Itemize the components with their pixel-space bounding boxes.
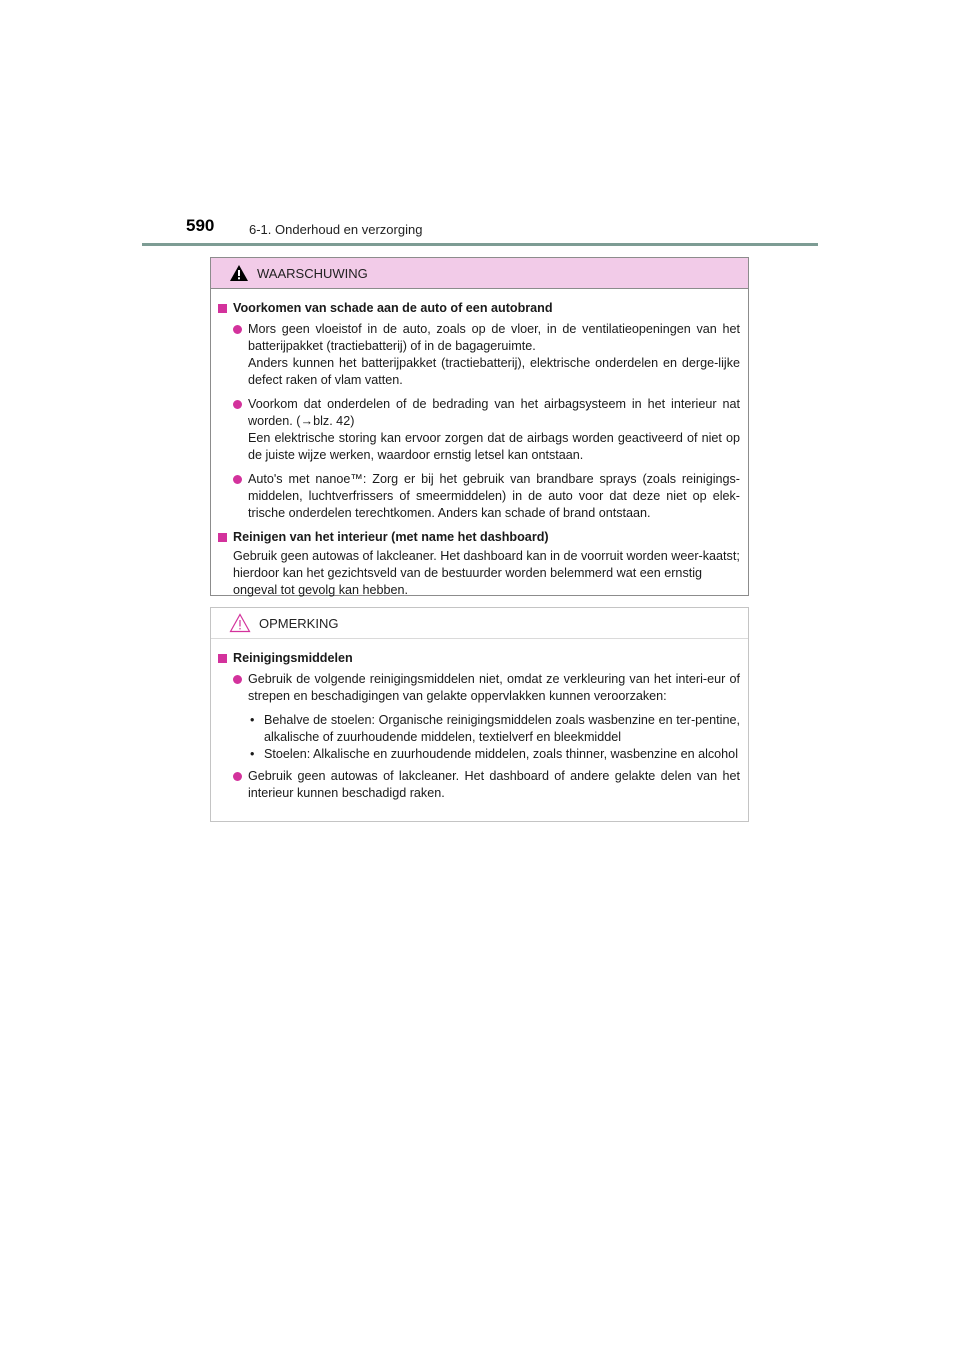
list-item — [217, 321, 740, 389]
sub-item-text: Stoelen: Alkalische en zuurhoudende middelen, zoals thinner, wasbenzine en alcohol — [264, 747, 738, 761]
square-bullet-icon — [218, 533, 227, 542]
round-bullet-icon — [233, 772, 242, 781]
warning-heading-fire — [217, 300, 740, 317]
square-bullet-icon — [218, 654, 227, 663]
heading-text: Reinigen van het interieur (met name het dashboard) — [233, 530, 549, 544]
square-bullet-icon — [218, 304, 227, 313]
bullet-text: Anders kunnen het batterijpakket (tractiebatterij), elektrische onderdelen en derge-lijke defect raken of vlam vatten. — [248, 356, 740, 387]
bullet-text: Mors geen vloeistof in de auto, zoals op de vloer, in de ventilatieopeningen van het batterijpakket (tractiebatterij) of in de bagageruimte. — [248, 322, 740, 353]
list-item — [217, 768, 740, 802]
list-item — [217, 471, 740, 522]
heading-text: Reinigingsmiddelen — [233, 651, 353, 665]
section-title: 6-1. Onderhoud en verzorging — [249, 222, 423, 237]
bullet-text: Gebruik de volgende reinigingsmiddelen niet, omdat ze verkleuring van het interi-eur of strepen en beschadigingen van gelakte oppervlakken kunnen veroorzaken: — [248, 672, 740, 703]
warning-header — [211, 258, 748, 289]
list-item — [217, 671, 740, 705]
warning-triangle-icon — [229, 264, 249, 282]
sub-bullet-mark: • — [250, 747, 255, 761]
warning-title: WAARSCHUWING — [257, 265, 368, 281]
warning-heading-interior — [217, 529, 740, 546]
sub-item-text: Behalve de stoelen: Organische reinigingsmiddelen zoals wasbenzine en ter-pentine, alkalische of zuurhoudende middelen, textielverf en bleekmiddel — [264, 713, 740, 744]
sub-bullet-mark: • — [250, 713, 255, 727]
bullet-text: Voorkom dat onderdelen of de bedrading van het airbagsysteem in het interieur nat worden. (→blz. 42) — [248, 397, 740, 428]
page-number: 590 — [186, 216, 215, 235]
heading-text: Voorkomen van schade aan de auto of een autobrand — [233, 301, 553, 315]
round-bullet-icon — [233, 475, 242, 484]
list-item — [217, 396, 740, 464]
note-heading — [217, 650, 740, 667]
round-bullet-icon — [233, 675, 242, 684]
bullet-text: Een elektrische storing kan ervoor zorgen dat de airbags worden geactiveerd of niet op de juiste wijze werken, waardoor ernstig letsel kan ontstaan. — [248, 431, 740, 462]
note-title: OPMERKING — [259, 615, 339, 631]
warning-box — [210, 257, 749, 596]
round-bullet-icon — [233, 325, 242, 334]
sub-list — [217, 712, 740, 763]
warning-body — [211, 289, 748, 599]
paragraph: Gebruik geen autowas of lakcleaner. Het dashboard kan in de voorruit worden weer-kaatst; hierdoor kan het gezichtsveld van de bestuurder worden belemmerd wat een ernstig ongeval tot gevolg kan hebben. — [233, 549, 740, 597]
caution-outline-triangle-icon — [229, 613, 251, 633]
sub-list-item — [217, 746, 740, 763]
note-header — [211, 608, 748, 639]
sub-list-item — [217, 712, 740, 746]
header-rule — [142, 243, 818, 246]
note-body — [211, 639, 748, 802]
bullet-text: Auto's met nanoe™: Zorg er bij het gebruik van brandbare sprays (zoals reinigings-middelen, luchtverfrissers of smeermiddelen) in de auto voor dat deze niet op elek-trische onderdelen terechtkomen. Anders kan schade of brand ontstaan. — [248, 472, 740, 520]
note-box — [210, 607, 749, 822]
bullet-text: Gebruik geen autowas of lakcleaner. Het dashboard of andere gelakte delen van het interieur kunnen beschadigd raken. — [248, 769, 740, 800]
round-bullet-icon — [233, 400, 242, 409]
